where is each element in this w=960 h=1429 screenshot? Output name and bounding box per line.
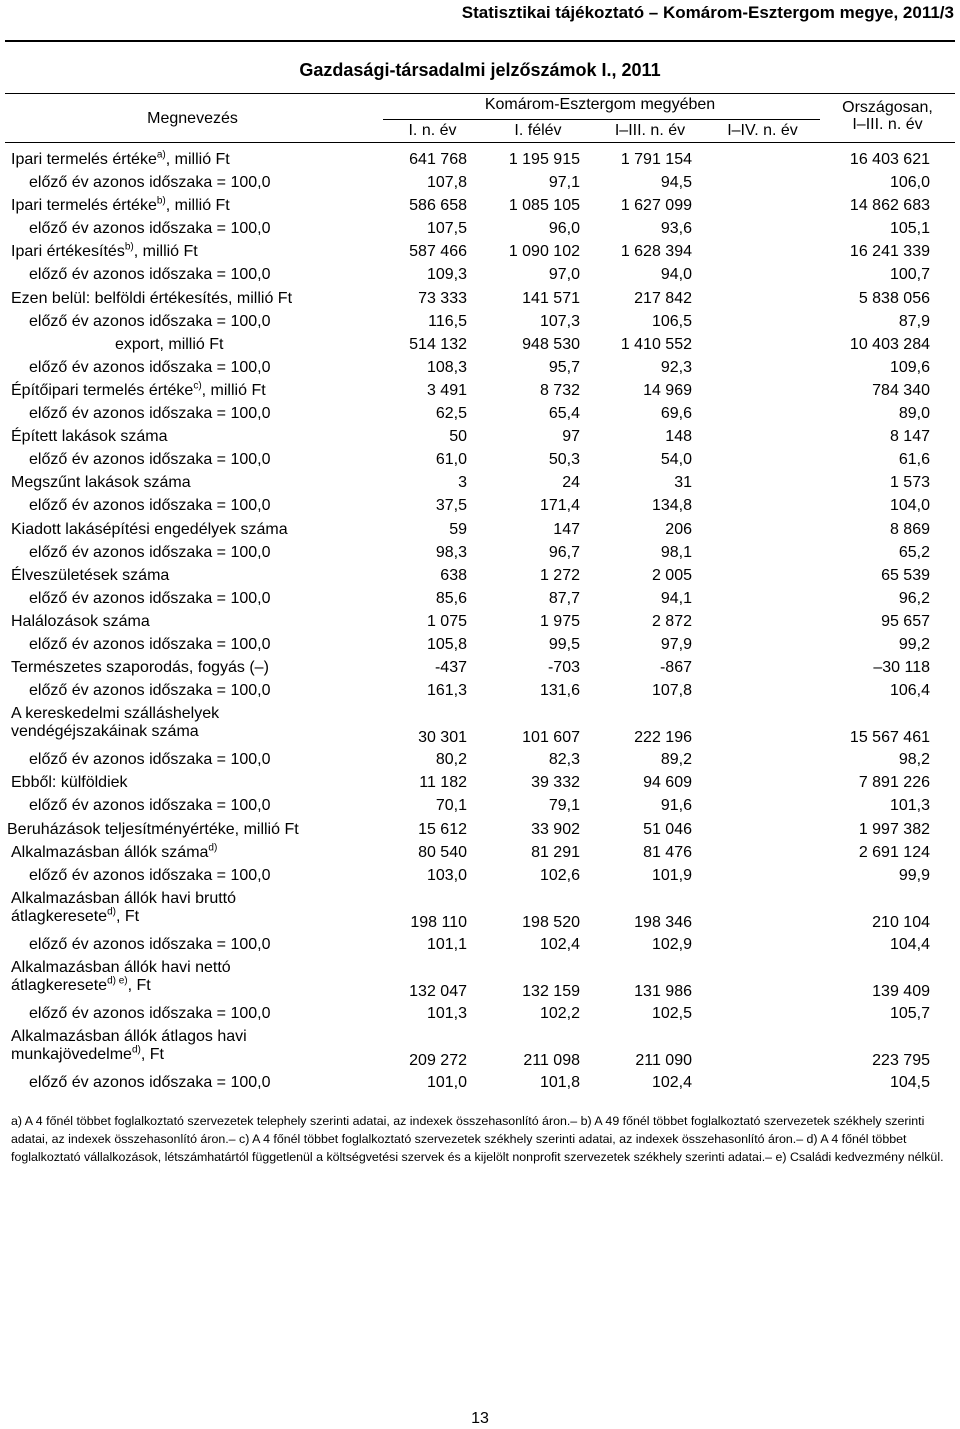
row-label-text: előző év azonos időszaka = 100,0 [29, 358, 271, 376]
row-label [29, 867, 271, 885]
row-label [29, 1005, 271, 1023]
cell-value: 131 986 [634, 982, 692, 1000]
row-label [29, 797, 271, 815]
cell-value: 81 476 [643, 843, 692, 861]
cell-value: 65,2 [898, 543, 930, 561]
row-label-text: előző év azonos időszaka = 100,0 [29, 543, 271, 561]
cell-value: 198 110 [410, 913, 467, 931]
cell-value: 134,8 [651, 497, 692, 515]
table-row [0, 336, 960, 359]
cell-value: 1 075 [426, 612, 467, 630]
table-row [0, 567, 960, 590]
cell-value: 107,8 [426, 174, 467, 192]
cell-value: 103,0 [426, 866, 467, 884]
row-label [29, 266, 271, 284]
row-label-text: előző év azonos időszaka = 100,0 [29, 405, 271, 423]
row-label-text: előző év azonos időszaka = 100,0 [29, 682, 271, 700]
footnote-marker: d) [131, 1044, 141, 1056]
cell-value: 5 838 056 [858, 289, 930, 307]
cell-value: 94,1 [660, 589, 692, 607]
table-row [0, 451, 960, 474]
cell-value: 11 182 [419, 774, 467, 792]
row-label [29, 590, 271, 608]
cell-value: 106,5 [651, 312, 692, 330]
cell-value: 30 301 [418, 729, 467, 747]
cell-value: 96,0 [548, 220, 580, 238]
cell-value: -703 [547, 659, 580, 677]
row-label [29, 405, 271, 423]
row-label-text: Alkalmazásban állók átlagos havi [11, 1028, 247, 1045]
row-label [29, 544, 271, 562]
cell-value: 99,2 [898, 635, 930, 653]
cell-value: 14 969 [643, 381, 692, 399]
table-row [0, 705, 960, 751]
cell-value: 80,2 [435, 751, 467, 769]
row-label [29, 359, 271, 377]
cell-value: 89,0 [898, 405, 930, 423]
table-row [0, 797, 960, 820]
row-label-text-line2: munkajövedelme [11, 1046, 132, 1063]
cell-value: 222 196 [634, 729, 692, 747]
cell-value: 2 005 [651, 566, 692, 584]
row-label-text: Alkalmazásban állók havi nettó [11, 958, 231, 976]
table-row [0, 636, 960, 659]
cell-value: 70,1 [435, 797, 467, 815]
cell-value: 148 [665, 428, 692, 446]
cell-value: 131,6 [539, 682, 580, 700]
row-label-text: A kereskedelmi szálláshelyek [11, 705, 220, 723]
footnote-marker: d) [208, 842, 218, 854]
table-row [0, 890, 960, 936]
row-label [29, 220, 271, 238]
header-bottom-line [5, 142, 955, 143]
row-label-text: előző év azonos időszaka = 100,0 [29, 497, 271, 515]
row-label [7, 821, 299, 839]
cell-value: 37,5 [435, 497, 467, 515]
cell-value: 102,2 [539, 1004, 580, 1022]
cell-value: 80 540 [418, 843, 467, 861]
row-label [11, 474, 191, 492]
header-mid-line [383, 119, 820, 120]
row-label-text: előző év azonos időszaka = 100,0 [29, 266, 271, 284]
cell-value: 1 997 382 [858, 820, 930, 838]
cell-value: 54,0 [660, 451, 692, 469]
cell-value: 65,4 [548, 405, 580, 423]
row-label [29, 936, 271, 954]
cell-value: 132 047 [409, 982, 467, 1000]
cell-value: 102,6 [539, 866, 580, 884]
cell-value: 108,3 [426, 358, 467, 376]
row-label-text: előző év azonos időszaka = 100,0 [29, 1004, 271, 1022]
table-row [0, 243, 960, 266]
row-label [11, 567, 169, 585]
header-rule [5, 40, 955, 42]
cell-value: 97 [562, 428, 580, 446]
cell-value: 1 410 552 [620, 335, 692, 353]
cell-value: 107,5 [426, 220, 467, 238]
cell-value: 102,4 [651, 1074, 692, 1091]
cell-value: 586 658 [409, 197, 467, 215]
row-label-text: Ipari értékesítés [11, 243, 125, 261]
cell-value: 104,4 [889, 935, 930, 953]
cell-value: 97,1 [548, 174, 580, 192]
cell-value: 24 [562, 474, 580, 492]
column-header-megnevezes: Megnevezés [147, 110, 238, 127]
document-header: Statisztikai tájékoztató – Komárom-Esztergom megye, 2011/3 [461, 3, 954, 22]
row-label-text: előző év azonos időszaka = 100,0 [29, 866, 271, 884]
table-row [0, 936, 960, 959]
cell-value: 94,5 [660, 174, 692, 192]
cell-value: 59 [449, 520, 467, 538]
cell-value: 98,2 [898, 751, 930, 769]
cell-value: 107,8 [651, 682, 692, 700]
table-row [0, 682, 960, 705]
table-row [0, 266, 960, 289]
cell-value: 8 732 [539, 381, 580, 399]
cell-value: 106,0 [889, 174, 930, 192]
table-row [0, 382, 960, 405]
cell-value: 3 491 [426, 381, 467, 399]
cell-value: 94,0 [660, 266, 692, 284]
row-label [11, 290, 292, 308]
table-header [5, 93, 955, 143]
table-row [0, 774, 960, 797]
cell-value: 87,9 [898, 312, 930, 330]
cell-value: 14 862 683 [849, 197, 930, 215]
cell-value: 1 195 915 [508, 151, 580, 168]
column-header-country-line2: I–III. n. év [852, 116, 923, 133]
table-row [0, 220, 960, 243]
cell-value: 514 132 [409, 335, 467, 353]
cell-value: 96,7 [548, 543, 580, 561]
row-label-text: előző év azonos időszaka = 100,0 [29, 751, 271, 769]
row-label [11, 890, 236, 926]
row-label-text: előző év azonos időszaka = 100,0 [29, 312, 271, 330]
cell-value: 641 768 [409, 151, 467, 168]
table-body [0, 151, 960, 1097]
cell-value: 206 [665, 520, 692, 538]
subcolumn-header-3: I–III. n. év [614, 122, 686, 139]
cell-value: 15 567 461 [849, 729, 930, 747]
cell-value: 101 607 [522, 729, 580, 747]
cell-value: 105,7 [889, 1004, 930, 1022]
footnote: a) A 4 főnél többet foglalkoztató szervezetek telephely szerinti adatai, az indexek összehasonlító áron.– b) A 49 főnél többet foglalkoztató szervezetek székhely szerinti adatai, az indexek összehasonlító áron.– c) A 4 főnél többet foglalkoztató szervezetek székhely szerinti adatai, az indexek összehasonlító áron.– d) A 4 főnél többet foglalkoztató vállalkozások, létszámhatártól függetlenül a költségvetési szervek és a kijelölt nonprofit szervezetek székhely szerinti adatai.– e) Családi kedvezmény nélkül. [11, 1114, 944, 1164]
cell-value: 109,6 [889, 358, 930, 376]
footnote-marker: d) [107, 906, 116, 918]
cell-value: 105,1 [889, 220, 930, 238]
table-title: Gazdasági-társadalmi jelzőszámok I., 2011 [299, 60, 661, 80]
table-row [0, 959, 960, 1005]
cell-value: 141 571 [522, 289, 580, 307]
row-label-text: Ipari termelés értéke [11, 197, 157, 215]
cell-value: 104,5 [889, 1074, 930, 1091]
cell-value: 139 409 [872, 982, 930, 1000]
table-row [0, 544, 960, 567]
cell-value: 50 [449, 428, 467, 446]
cell-value: 171,4 [539, 497, 580, 515]
row-label-text: Épített lakások száma [11, 428, 168, 446]
cell-value: 101,9 [651, 866, 692, 884]
cell-value: 79,1 [548, 797, 580, 815]
cell-value: 211 090 [635, 1052, 692, 1069]
cell-value: 102,4 [539, 935, 580, 953]
cell-value: -437 [434, 659, 467, 677]
table-row [0, 1028, 960, 1074]
cell-value: 1 085 105 [508, 197, 580, 215]
table-row [0, 405, 960, 428]
cell-value: 15 612 [418, 820, 467, 838]
cell-value: 97,9 [660, 635, 692, 653]
row-label-text: Halálozások száma [11, 612, 150, 630]
cell-value: 93,6 [660, 220, 692, 238]
row-label-text: Megszűnt lakások száma [11, 474, 191, 492]
cell-value: 31 [674, 474, 692, 492]
cell-value: 92,3 [660, 358, 692, 376]
table-row [0, 174, 960, 197]
row-label-text-line2: átlagkeresete [11, 976, 108, 994]
cell-value: 101,3 [426, 1004, 467, 1022]
table-row [0, 359, 960, 382]
row-label-text: Építőipari termelés értéke [11, 381, 194, 399]
cell-value: 1 627 099 [620, 197, 692, 215]
cell-value: 101,1 [426, 935, 467, 953]
cell-value: 82,3 [548, 751, 580, 769]
row-label-text: Természetes szaporodás, fogyás (–) [11, 659, 269, 677]
cell-value: 96,2 [898, 589, 930, 607]
cell-value: 107,3 [539, 312, 580, 330]
row-label [11, 705, 219, 741]
table-row [0, 197, 960, 220]
cell-value: 16 403 621 [849, 151, 930, 168]
column-header-country-line1: Országosan, [842, 99, 933, 116]
row-label-suffix: , Ft [127, 976, 151, 994]
cell-value: 1 628 394 [620, 243, 692, 261]
row-label [11, 521, 288, 539]
row-label-text: Alkalmazásban állók havi bruttó [11, 889, 237, 907]
row-label [11, 959, 231, 995]
cell-value: 61,6 [898, 451, 930, 469]
table-row [0, 151, 960, 174]
row-label [11, 774, 128, 792]
table-row [0, 1074, 960, 1097]
row-label-text: előző év azonos időszaka = 100,0 [29, 635, 271, 653]
row-label [11, 659, 269, 677]
cell-value: 217 842 [634, 289, 692, 307]
row-label-text: előző év azonos időszaka = 100,0 [29, 797, 271, 815]
row-label-text: Ezen belül: belföldi értékesítés, millió Ft [11, 289, 293, 307]
row-label-text-line2: átlagkeresete [11, 907, 108, 925]
cell-value: 109,3 [426, 266, 467, 284]
row-label-text: előző év azonos időszaka = 100,0 [29, 451, 271, 469]
subcolumn-header-2: I. félév [514, 122, 562, 139]
row-label [29, 751, 271, 769]
row-label [29, 682, 271, 700]
cell-value: -867 [659, 659, 692, 677]
cell-value: 2 872 [651, 612, 692, 630]
cell-value: 10 403 284 [849, 335, 930, 353]
cell-value: 85,6 [435, 589, 467, 607]
cell-value: 99,9 [898, 866, 930, 884]
row-label-text: Kiadott lakásépítési engedélyek száma [11, 520, 288, 538]
cell-value: 98,3 [435, 543, 467, 561]
row-label [29, 313, 271, 331]
row-label [29, 636, 271, 654]
row-label [11, 613, 150, 631]
row-label-text: export, millió Ft [115, 335, 224, 353]
cell-value: 587 466 [409, 243, 467, 261]
cell-value: 161,3 [426, 682, 467, 700]
column-header-country [820, 99, 955, 133]
row-label-text: előző év azonos időszaka = 100,0 [29, 589, 271, 607]
cell-value: 7 891 226 [858, 774, 930, 792]
row-label [11, 243, 198, 261]
table-row [0, 867, 960, 890]
cell-value: 98,1 [660, 543, 692, 561]
subcolumn-header-1: I. n. év [408, 122, 457, 139]
cell-value: 39 332 [531, 774, 580, 792]
row-label-text: előző év azonos időszaka = 100,0 [29, 935, 271, 953]
row-label-text: Ipari termelés értéke [11, 151, 157, 168]
footnote-marker: d) e) [107, 975, 128, 987]
cell-value: 69,6 [660, 405, 692, 423]
cell-value: 223 795 [872, 1052, 930, 1069]
row-label [29, 451, 271, 469]
cell-value: 51 046 [643, 820, 692, 838]
row-label [11, 151, 230, 169]
cell-value: 94 609 [643, 774, 692, 792]
row-label-text: Ebből: külföldiek [11, 774, 128, 792]
subcolumn-header-4: I–IV. n. év [727, 122, 798, 139]
cell-value: 638 [440, 566, 467, 584]
row-label [115, 336, 223, 354]
cell-value: 97,0 [548, 266, 580, 284]
row-label-text: előző év azonos időszaka = 100,0 [29, 174, 271, 192]
row-label-text: előző év azonos időszaka = 100,0 [29, 220, 271, 238]
table-row [0, 290, 960, 313]
cell-value: 102,9 [651, 935, 692, 953]
table-row [0, 590, 960, 613]
cell-value: 100,7 [889, 266, 930, 284]
cell-value: 198 346 [634, 913, 692, 931]
row-label-suffix: , millió Ft [165, 151, 230, 168]
cell-value: 784 340 [872, 381, 930, 399]
table-row [0, 497, 960, 520]
cell-value: 210 104 [872, 913, 930, 931]
row-label-text: Élveszületések száma [11, 566, 170, 584]
row-label-suffix: , Ft [115, 907, 140, 925]
table-row [0, 313, 960, 336]
table-row [0, 474, 960, 497]
table-row [0, 428, 960, 451]
table-row [0, 659, 960, 682]
footnote-marker: c) [193, 380, 202, 392]
cell-value: 99,5 [548, 635, 580, 653]
cell-value: 87,7 [548, 589, 580, 607]
table-row [0, 613, 960, 636]
row-label [11, 1028, 247, 1064]
cell-value: 73 333 [418, 289, 467, 307]
cell-value: 106,4 [889, 682, 930, 700]
row-label [11, 428, 168, 446]
row-label [11, 844, 217, 862]
cell-value: 105,8 [426, 635, 467, 653]
cell-value: 8 147 [889, 428, 930, 446]
cell-value: 1 090 102 [508, 243, 580, 261]
cell-value: 95 657 [881, 612, 930, 630]
table-row [0, 844, 960, 867]
footnote-marker: b) [156, 195, 166, 207]
cell-value: 116,5 [428, 312, 467, 330]
cell-value: 2 691 124 [858, 843, 930, 861]
footnote-marker: b) [124, 242, 134, 254]
cell-value: 62,5 [435, 405, 467, 423]
cell-value: 50,3 [548, 451, 580, 469]
table-row [0, 821, 960, 844]
row-label-suffix: , millió Ft [201, 381, 266, 399]
cell-value: 101,3 [889, 797, 930, 815]
cell-value: 102,5 [651, 1004, 692, 1022]
cell-value: 3 [458, 474, 467, 492]
cell-value: 65 539 [881, 566, 930, 584]
row-label-text: Beruházások teljesítményértéke, millió Ft [7, 820, 299, 838]
cell-value: 211 098 [523, 1052, 580, 1069]
table-row [0, 1005, 960, 1028]
cell-value: 101,8 [539, 1074, 580, 1091]
cell-value: 1 975 [539, 612, 580, 630]
row-label-text-line2: vendégéjszakáinak száma [11, 723, 199, 741]
row-label [11, 382, 266, 400]
cell-value: 209 272 [409, 1052, 467, 1069]
cell-value: 198 520 [522, 913, 580, 931]
cell-value: 1 573 [889, 474, 930, 492]
row-label [29, 497, 271, 515]
row-label [11, 197, 230, 215]
column-header-county: Komárom-Esztergom megyében [484, 96, 716, 113]
row-label-text: Alkalmazásban állók száma [11, 843, 209, 861]
cell-value: 147 [553, 520, 580, 538]
cell-value: 61,0 [435, 451, 467, 469]
table-row [0, 521, 960, 544]
table-row [0, 751, 960, 774]
row-label [29, 1074, 271, 1092]
page-number: 13 [471, 1410, 489, 1427]
cell-value: 16 241 339 [849, 243, 930, 261]
cell-value: 91,6 [660, 797, 692, 815]
cell-value: 81 291 [531, 843, 580, 861]
cell-value: 132 159 [522, 982, 580, 1000]
cell-value: 95,7 [548, 358, 580, 376]
row-label-text: előző év azonos időszaka = 100,0 [29, 1074, 271, 1091]
cell-value: 101,0 [426, 1074, 467, 1091]
cell-value: 104,0 [889, 497, 930, 515]
cell-value: 89,2 [660, 751, 692, 769]
cell-value: 1 791 154 [620, 151, 692, 168]
row-label-suffix: , millió Ft [165, 197, 230, 215]
row-label [29, 174, 271, 192]
cell-value: –30 118 [873, 659, 930, 677]
row-label-suffix: , Ft [140, 1046, 164, 1063]
cell-value: 1 272 [539, 566, 580, 584]
footnote-marker: a) [156, 149, 166, 161]
cell-value: 8 869 [889, 520, 930, 538]
header-top-line [5, 93, 955, 94]
row-label-suffix: , millió Ft [133, 243, 198, 261]
cell-value: 33 902 [531, 820, 580, 838]
cell-value: 948 530 [522, 335, 580, 353]
